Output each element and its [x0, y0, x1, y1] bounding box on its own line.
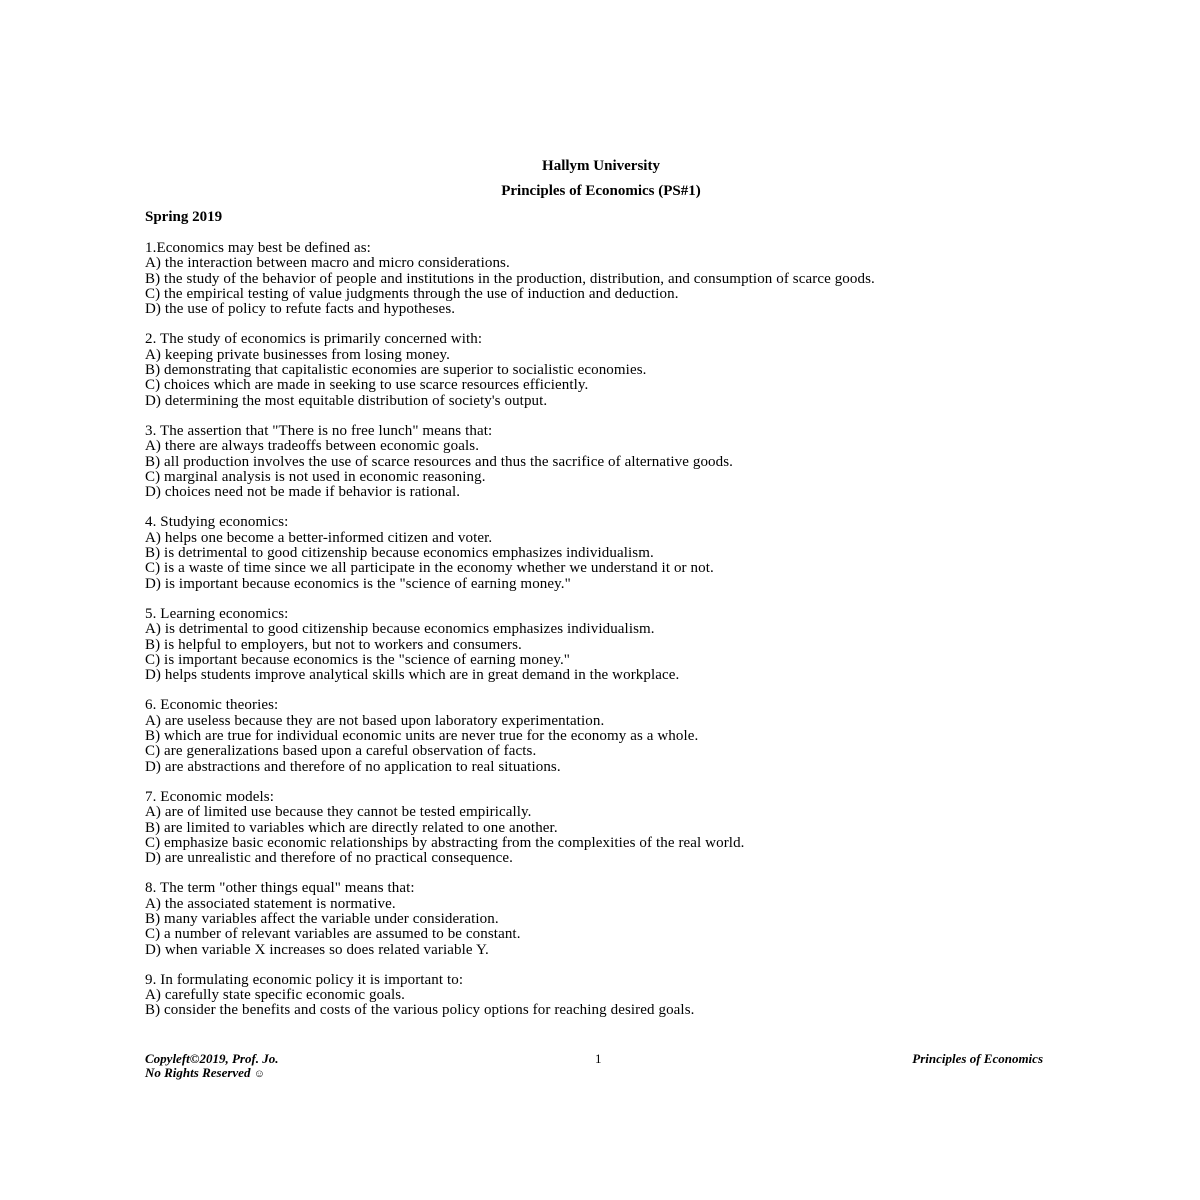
university-title: Hallym University: [542, 158, 660, 174]
option-b: B) are limited to variables which are directly related to one another.: [145, 819, 558, 836]
option-c: C) choices which are made in seeking to use scarce resources efficiently.: [145, 377, 589, 394]
option-b: B) is helpful to employers, but not to workers and consumers.: [145, 636, 522, 653]
option-d: D) are unrealistic and therefore of no practical consequence.: [145, 850, 513, 867]
option-d: D) helps students improve analytical skills which are in great demand in the workplace.: [145, 667, 680, 684]
worksheet-page: [145, 156, 1057, 1034]
smiley-icon: ☺: [253, 1068, 265, 1080]
footer-copyright-block: [145, 1052, 279, 1081]
option-a: A) keeping private businesses from losing money.: [145, 346, 451, 363]
question-7: [145, 790, 1057, 866]
option-a: A) carefully state specific economic goals.: [145, 987, 406, 1004]
option-b: B) all production involves the use of scarce resources and thus the sacrifice of alternative goods.: [145, 453, 734, 470]
question-stem: 8. The term "other things equal" means that:: [145, 880, 415, 897]
option-a: A) are of limited use because they cannot be tested empirically.: [145, 804, 532, 821]
option-c: C) marginal analysis is not used in economic reasoning.: [145, 468, 486, 485]
copyright-text: Copyleft©2019, Prof. Jo.: [145, 1051, 279, 1066]
question-2: [145, 332, 1057, 408]
option-b: B) which are true for individual economic units are never true for the economy as a whole.: [145, 728, 699, 745]
question-4: [145, 515, 1057, 591]
course-title: Principles of Economics (PS#1): [501, 183, 701, 199]
option-a: A) helps one become a better-informed citizen and voter.: [145, 529, 493, 546]
question-stem: 5. Learning economics:: [145, 605, 289, 622]
option-d: D) choices need not be made if behavior is rational.: [145, 484, 461, 501]
option-d: D) the use of policy to refute facts and hypotheses.: [145, 301, 456, 318]
option-c: C) a number of relevant variables are assumed to be constant.: [145, 926, 521, 943]
question-stem: 7. Economic models:: [145, 788, 274, 805]
option-c: C) is a waste of time since we all participate in the economy whether we understand it or not.: [145, 560, 714, 577]
option-c: C) emphasize basic economic relationships by abstracting from the complexities of the real world.: [145, 834, 745, 851]
option-b: B) is detrimental to good citizenship because economics emphasizes individualism.: [145, 545, 654, 562]
question-stem: 3. The assertion that "There is no free lunch" means that:: [145, 422, 493, 439]
question-stem: 4. Studying economics:: [145, 514, 289, 531]
option-d: D) is important because economics is the "science of earning money.": [145, 575, 571, 592]
option-b: B) demonstrating that capitalistic economies are superior to socialistic economies.: [145, 362, 647, 379]
option-b: B) consider the benefits and costs of the various policy options for reaching desired goals.: [145, 1002, 695, 1019]
option-d: D) determining the most equitable distribution of society's output.: [145, 392, 548, 409]
question-stem: 6. Economic theories:: [145, 697, 279, 714]
rights-text: No Rights Reserved: [145, 1065, 251, 1080]
rights-line: [145, 1066, 279, 1081]
question-6: [145, 698, 1057, 774]
option-c: C) the empirical testing of value judgments through the use of induction and deduction.: [145, 285, 679, 302]
option-c: C) is important because economics is the "science of earning money.": [145, 651, 571, 668]
option-c: C) are generalizations based upon a careful observation of facts.: [145, 743, 537, 760]
question-stem: 9. In formulating economic policy it is important to:: [145, 971, 464, 988]
question-5: [145, 607, 1057, 683]
option-a: A) the associated statement is normative.: [145, 895, 396, 912]
option-d: D) when variable X increases so does related variable Y.: [145, 941, 489, 958]
question-9: [145, 973, 1057, 1019]
term-label: Spring 2019: [145, 209, 223, 225]
question-1: [145, 241, 1057, 317]
option-a: A) the interaction between macro and micro considerations.: [145, 255, 510, 272]
option-a: A) there are always tradeoffs between economic goals.: [145, 438, 480, 455]
page-number: 1: [595, 1051, 602, 1066]
option-d: D) are abstractions and therefore of no application to real situations.: [145, 758, 561, 775]
option-b: B) the study of the behavior of people and institutions in the production, distribution, and consumption of scarce goods.: [145, 270, 875, 287]
option-a: A) are useless because they are not based upon laboratory experimentation.: [145, 712, 605, 729]
question-stem: 2. The study of economics is primarily concerned with:: [145, 331, 483, 348]
question-8: [145, 881, 1057, 957]
question-3: [145, 424, 1057, 500]
footer-course-name: Principles of Economics: [912, 1051, 1043, 1066]
option-b: B) many variables affect the variable under consideration.: [145, 910, 499, 927]
question-stem: 1.Economics may best be defined as:: [145, 240, 371, 256]
option-a: A) is detrimental to good citizenship because economics emphasizes individualism.: [145, 621, 655, 638]
